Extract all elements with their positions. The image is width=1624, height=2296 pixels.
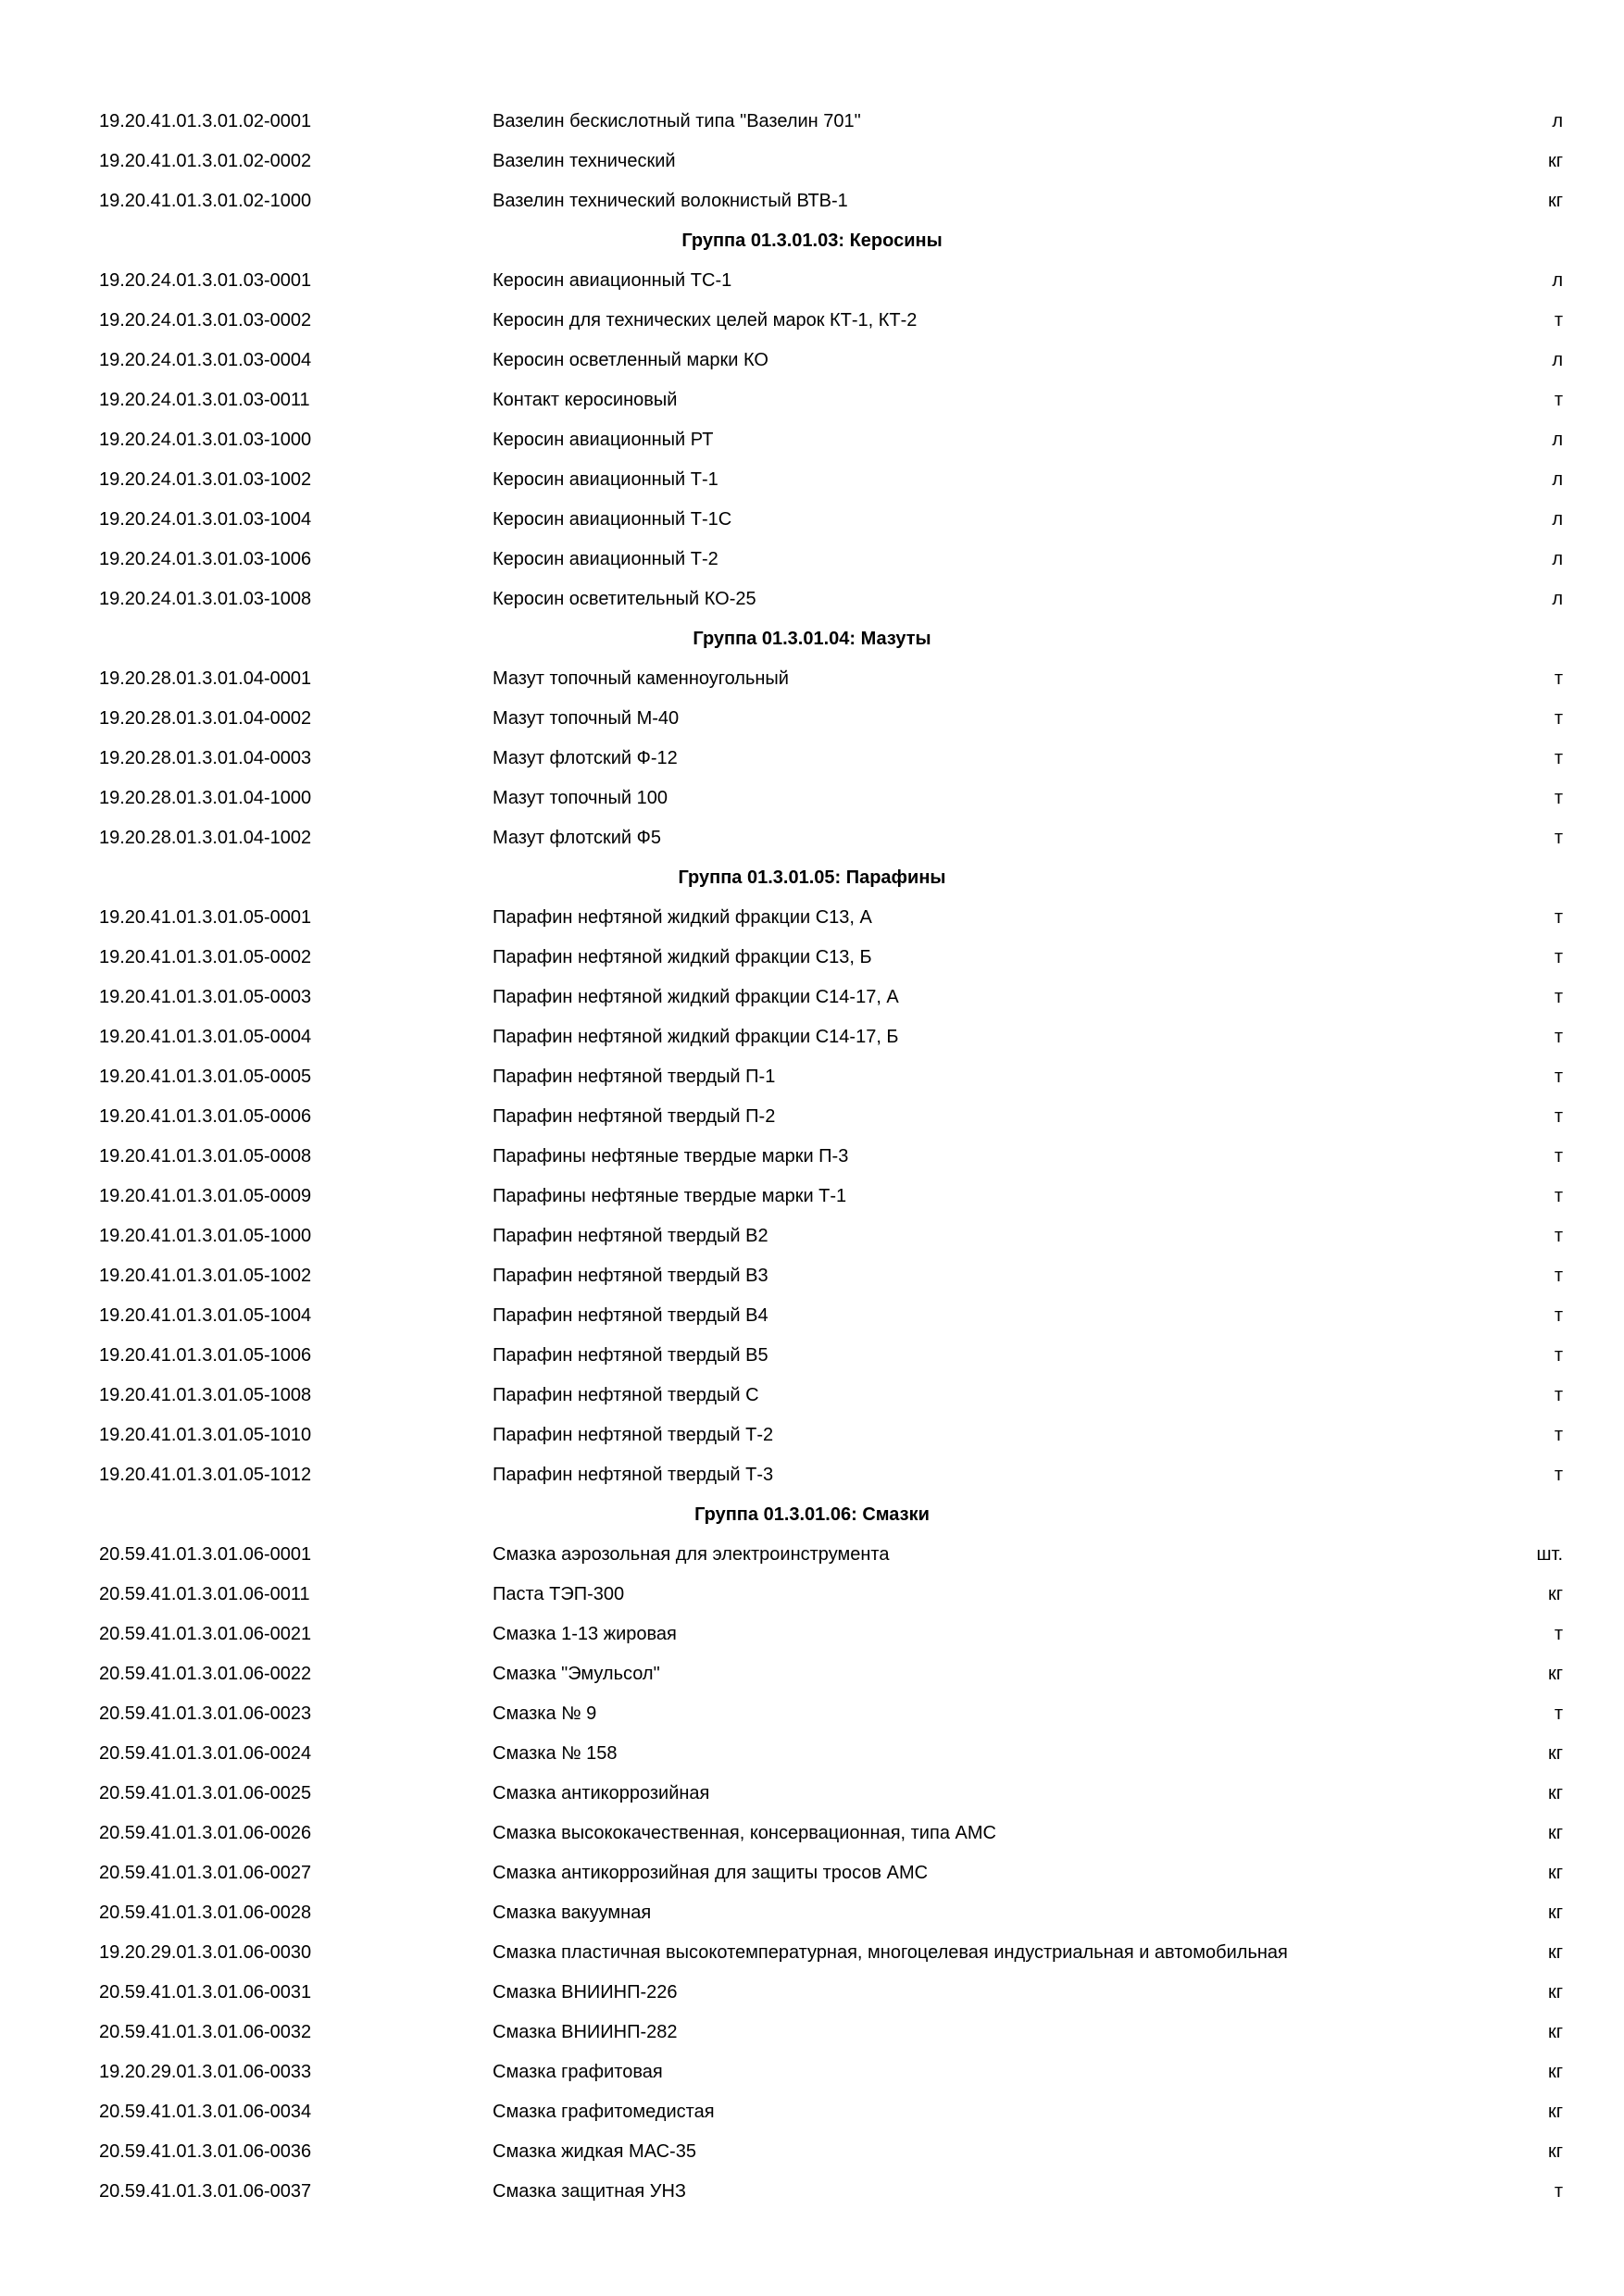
resource-name: Смазка аэрозольная для электроинструмента [493, 1544, 890, 1565]
resource-code: 19.20.29.01.3.01.06-0033 [99, 2062, 312, 2082]
resource-code: 19.20.28.01.3.01.04-1002 [99, 828, 312, 848]
resource-code: 19.20.28.01.3.01.04-0001 [99, 668, 312, 689]
unit-of-measure: т [1554, 907, 1563, 928]
resource-code: 19.20.24.01.3.01.03-1002 [99, 469, 312, 490]
table-row [0, 938, 1624, 978]
resource-code: 19.20.24.01.3.01.03-0002 [99, 310, 312, 331]
resource-name: Контакт керосиновый [493, 390, 678, 410]
table-row [0, 1336, 1624, 1376]
resource-name: Керосин авиационный РТ [493, 430, 714, 450]
resource-name: Керосин авиационный ТС-1 [493, 270, 732, 291]
table-row [0, 1973, 1624, 2013]
resource-name: Парафин нефтяной твердый В4 [493, 1305, 768, 1326]
resource-name: Смазка 1-13 жировая [493, 1624, 677, 1644]
resource-name: Керосин авиационный Т-1 [493, 469, 718, 490]
unit-of-measure: т [1554, 1266, 1563, 1286]
table-row [0, 261, 1624, 301]
unit-of-measure: т [1554, 1385, 1563, 1405]
unit-of-measure: т [1554, 310, 1563, 331]
unit-of-measure: т [1554, 788, 1563, 808]
resource-code: 20.59.41.01.3.01.06-0028 [99, 1903, 312, 1923]
unit-of-measure: т [1554, 1425, 1563, 1445]
table-row [0, 1256, 1624, 1296]
resource-name: Смазка антикоррозийная для защиты тросов АМС [493, 1863, 929, 1883]
resource-code: 20.59.41.01.3.01.06-0021 [99, 1624, 312, 1644]
unit-of-measure: кг [1547, 1743, 1563, 1764]
resource-code: 20.59.41.01.3.01.06-0032 [99, 2022, 312, 2042]
resource-name: Смазка № 158 [493, 1743, 618, 1764]
resource-name: Керосин осветительный КО-25 [493, 589, 756, 609]
resource-name: Смазка пластичная высокотемпературная, многоцелевая индустриальная и автомобильная [493, 1942, 1288, 1963]
resource-code: 19.20.41.01.3.01.05-1008 [99, 1385, 312, 1405]
unit-of-measure: т [1554, 1067, 1563, 1087]
unit-of-measure: т [1554, 1186, 1563, 1206]
table-row [0, 381, 1624, 420]
table-row [0, 2172, 1624, 2212]
resource-name: Мазут топочный М-40 [493, 708, 680, 729]
table-row [0, 2013, 1624, 2053]
resource-name: Парафин нефтяной твердый В2 [493, 1226, 768, 1246]
resource-code: 20.59.41.01.3.01.06-0023 [99, 1703, 312, 1724]
resource-code: 19.20.41.01.3.01.02-1000 [99, 191, 312, 211]
resource-name: Парафин нефтяной жидкий фракции С14-17, А [493, 987, 899, 1007]
resource-name: Смазка графитомедистая [493, 2102, 715, 2122]
table-row [0, 1217, 1624, 1256]
unit-of-measure: л [1552, 589, 1563, 609]
resource-name: Парафины нефтяные твердые марки Т-1 [493, 1186, 847, 1206]
resource-name: Смазка антикоррозийная [493, 1783, 710, 1803]
resource-name: Смазка защитная УНЗ [493, 2181, 686, 2202]
resource-code: 19.20.41.01.3.01.05-0006 [99, 1106, 312, 1127]
resource-code: 19.20.24.01.3.01.03-0001 [99, 270, 312, 291]
resource-name: Смазка вакуумная [493, 1903, 652, 1923]
resource-name: Керосин авиационный Т-1С [493, 509, 732, 530]
resource-code: 19.20.29.01.3.01.06-0030 [99, 1942, 312, 1963]
resource-code: 19.20.41.01.3.01.05-0009 [99, 1186, 312, 1206]
resource-code: 19.20.41.01.3.01.05-0005 [99, 1067, 312, 1087]
resource-name: Смазка ВНИИНП-282 [493, 2022, 678, 2042]
table-row [0, 1535, 1624, 1575]
table-row [0, 1017, 1624, 1057]
resource-name: Парафин нефтяной твердый Т-2 [493, 1425, 774, 1445]
resource-name: Парафин нефтяной твердый В3 [493, 1266, 768, 1286]
resource-name: Мазут флотский Ф-12 [493, 748, 678, 768]
resource-code: 19.20.41.01.3.01.05-1012 [99, 1465, 312, 1485]
table-row [0, 1734, 1624, 1774]
table-row [0, 1416, 1624, 1455]
resource-name: Смазка № 9 [493, 1703, 597, 1724]
resource-code: 20.59.41.01.3.01.06-0037 [99, 2181, 312, 2202]
table-row [0, 500, 1624, 540]
resource-name: Парафин нефтяной твердый В5 [493, 1345, 768, 1366]
resource-code: 20.59.41.01.3.01.06-0022 [99, 1664, 312, 1684]
resource-name: Керосин для технических целей марок КТ-1, КТ-2 [493, 310, 918, 331]
resource-name: Паста ТЭП-300 [493, 1584, 625, 1604]
resource-code: 19.20.41.01.3.01.02-0001 [99, 111, 312, 131]
resource-name: Смазка "Эмульсол" [493, 1664, 660, 1684]
table-row [0, 699, 1624, 739]
unit-of-measure: т [1554, 668, 1563, 689]
resource-code: 19.20.41.01.3.01.05-1004 [99, 1305, 312, 1326]
unit-of-measure: т [1554, 748, 1563, 768]
unit-of-measure: шт. [1536, 1544, 1563, 1565]
table-row [0, 1575, 1624, 1615]
resource-code: 20.59.41.01.3.01.06-0011 [99, 1584, 310, 1604]
resource-code: 19.20.41.01.3.01.05-0004 [99, 1027, 312, 1047]
table-row [0, 142, 1624, 181]
table-row [0, 1694, 1624, 1734]
table-row [0, 341, 1624, 381]
price-list-table [0, 102, 1624, 2212]
group-header: Группа 01.3.01.06: Смазки [694, 1504, 930, 1525]
resource-code: 20.59.41.01.3.01.06-0026 [99, 1823, 312, 1843]
unit-of-measure: кг [1547, 1982, 1563, 2003]
resource-code: 19.20.41.01.3.01.02-0002 [99, 151, 312, 171]
resource-name: Смазка графитовая [493, 2062, 663, 2082]
resource-name: Смазка жидкая МАС-35 [493, 2141, 696, 2162]
unit-of-measure: т [1554, 947, 1563, 967]
table-row [0, 2132, 1624, 2172]
table-row [0, 1057, 1624, 1097]
resource-name: Мазут топочный каменноугольный [493, 668, 789, 689]
table-row [0, 779, 1624, 818]
unit-of-measure: кг [1547, 2022, 1563, 2042]
unit-of-measure: л [1552, 111, 1563, 131]
resource-name: Керосин осветленный марки КО [493, 350, 768, 370]
resource-code: 19.20.41.01.3.01.05-1010 [99, 1425, 312, 1445]
resource-name: Парафин нефтяной твердый Т-3 [493, 1465, 774, 1485]
unit-of-measure: кг [1547, 1584, 1563, 1604]
resource-code: 19.20.24.01.3.01.03-1000 [99, 430, 312, 450]
resource-name: Керосин авиационный Т-2 [493, 549, 718, 569]
unit-of-measure: т [1554, 390, 1563, 410]
unit-of-measure: кг [1547, 1823, 1563, 1843]
table-row [0, 1814, 1624, 1853]
group-header: Группа 01.3.01.05: Парафины [678, 867, 946, 888]
table-row [0, 1455, 1624, 1495]
resource-name: Парафин нефтяной жидкий фракции С14-17, Б [493, 1027, 899, 1047]
unit-of-measure: т [1554, 828, 1563, 848]
unit-of-measure: кг [1547, 151, 1563, 171]
resource-code: 19.20.41.01.3.01.05-1006 [99, 1345, 312, 1366]
table-row [0, 898, 1624, 938]
table-row [0, 580, 1624, 619]
table-row [0, 659, 1624, 699]
resource-code: 19.20.41.01.3.01.05-0008 [99, 1146, 312, 1167]
table-row [0, 818, 1624, 858]
unit-of-measure: т [1554, 1703, 1563, 1724]
unit-of-measure: л [1552, 549, 1563, 569]
resource-code: 19.20.24.01.3.01.03-1004 [99, 509, 312, 530]
table-row [0, 739, 1624, 779]
resource-code: 19.20.24.01.3.01.03-0004 [99, 350, 312, 370]
resource-name: Парафин нефтяной жидкий фракции С13, Б [493, 947, 872, 967]
resource-code: 19.20.28.01.3.01.04-0003 [99, 748, 312, 768]
resource-name: Вазелин технический волокнистый ВТВ-1 [493, 191, 848, 211]
unit-of-measure: т [1554, 1106, 1563, 1127]
table-row [0, 1774, 1624, 1814]
table-row [0, 978, 1624, 1017]
resource-code: 19.20.41.01.3.01.05-1000 [99, 1226, 312, 1246]
unit-of-measure: кг [1547, 2102, 1563, 2122]
unit-of-measure: т [1554, 1226, 1563, 1246]
table-row [0, 1137, 1624, 1177]
resource-code: 19.20.41.01.3.01.05-0002 [99, 947, 312, 967]
unit-of-measure: т [1554, 987, 1563, 1007]
unit-of-measure: кг [1547, 2062, 1563, 2082]
table-row [0, 2092, 1624, 2132]
table-row [0, 2053, 1624, 2092]
table-row [0, 1853, 1624, 1893]
resource-code: 19.20.28.01.3.01.04-0002 [99, 708, 312, 729]
resource-code: 20.59.41.01.3.01.06-0036 [99, 2141, 312, 2162]
group-header: Группа 01.3.01.03: Керосины [681, 231, 943, 251]
table-row [0, 1296, 1624, 1336]
unit-of-measure: т [1554, 1027, 1563, 1047]
group-header: Группа 01.3.01.04: Мазуты [693, 629, 931, 649]
resource-code: 20.59.41.01.3.01.06-0027 [99, 1863, 312, 1883]
table-row [0, 1893, 1624, 1933]
resource-code: 19.20.41.01.3.01.05-0003 [99, 987, 312, 1007]
unit-of-measure: кг [1547, 1664, 1563, 1684]
table-row [0, 1615, 1624, 1654]
table-row [0, 420, 1624, 460]
table-row [0, 460, 1624, 500]
unit-of-measure: кг [1547, 1903, 1563, 1923]
table-row [0, 1177, 1624, 1217]
resource-code: 20.59.41.01.3.01.06-0031 [99, 1982, 312, 2003]
resource-name: Парафин нефтяной твердый П-2 [493, 1106, 776, 1127]
resource-code: 19.20.28.01.3.01.04-1000 [99, 788, 312, 808]
unit-of-measure: кг [1547, 191, 1563, 211]
unit-of-measure: л [1552, 270, 1563, 291]
resource-code: 19.20.24.01.3.01.03-1008 [99, 589, 312, 609]
unit-of-measure: кг [1547, 1863, 1563, 1883]
resource-code: 19.20.24.01.3.01.03-0011 [99, 390, 310, 410]
table-row [0, 1376, 1624, 1416]
resource-name: Парафин нефтяной жидкий фракции С13, А [493, 907, 872, 928]
unit-of-measure: л [1552, 509, 1563, 530]
resource-name: Вазелин технический [493, 151, 676, 171]
unit-of-measure: т [1554, 2181, 1563, 2202]
unit-of-measure: л [1552, 469, 1563, 490]
unit-of-measure: кг [1547, 1942, 1563, 1963]
resource-name: Парафин нефтяной твердый С [493, 1385, 759, 1405]
resource-code: 19.20.41.01.3.01.05-1002 [99, 1266, 312, 1286]
resource-code: 20.59.41.01.3.01.06-0025 [99, 1783, 312, 1803]
table-row [0, 301, 1624, 341]
resource-code: 19.20.24.01.3.01.03-1006 [99, 549, 312, 569]
resource-code: 20.59.41.01.3.01.06-0024 [99, 1743, 312, 1764]
unit-of-measure: т [1554, 1305, 1563, 1326]
table-row [0, 540, 1624, 580]
resource-name: Вазелин бескислотный типа "Вазелин 701" [493, 111, 861, 131]
unit-of-measure: т [1554, 1146, 1563, 1167]
resource-code: 20.59.41.01.3.01.06-0001 [99, 1544, 312, 1565]
table-row [0, 181, 1624, 221]
unit-of-measure: л [1552, 350, 1563, 370]
unit-of-measure: т [1554, 1624, 1563, 1644]
resource-name: Парафин нефтяной твердый П-1 [493, 1067, 776, 1087]
resource-code: 19.20.41.01.3.01.05-0001 [99, 907, 312, 928]
unit-of-measure: кг [1547, 2141, 1563, 2162]
unit-of-measure: кг [1547, 1783, 1563, 1803]
table-row [0, 1654, 1624, 1694]
table-row [0, 102, 1624, 142]
unit-of-measure: т [1554, 708, 1563, 729]
unit-of-measure: т [1554, 1465, 1563, 1485]
resource-name: Смазка ВНИИНП-226 [493, 1982, 678, 2003]
resource-name: Смазка высококачественная, консервационная, типа АМС [493, 1823, 996, 1843]
resource-name: Мазут флотский Ф5 [493, 828, 661, 848]
table-row [0, 1933, 1624, 1973]
resource-name: Парафины нефтяные твердые марки П-3 [493, 1146, 849, 1167]
unit-of-measure: л [1552, 430, 1563, 450]
resource-name: Мазут топочный 100 [493, 788, 668, 808]
table-row [0, 1097, 1624, 1137]
resource-code: 20.59.41.01.3.01.06-0034 [99, 2102, 312, 2122]
unit-of-measure: т [1554, 1345, 1563, 1366]
